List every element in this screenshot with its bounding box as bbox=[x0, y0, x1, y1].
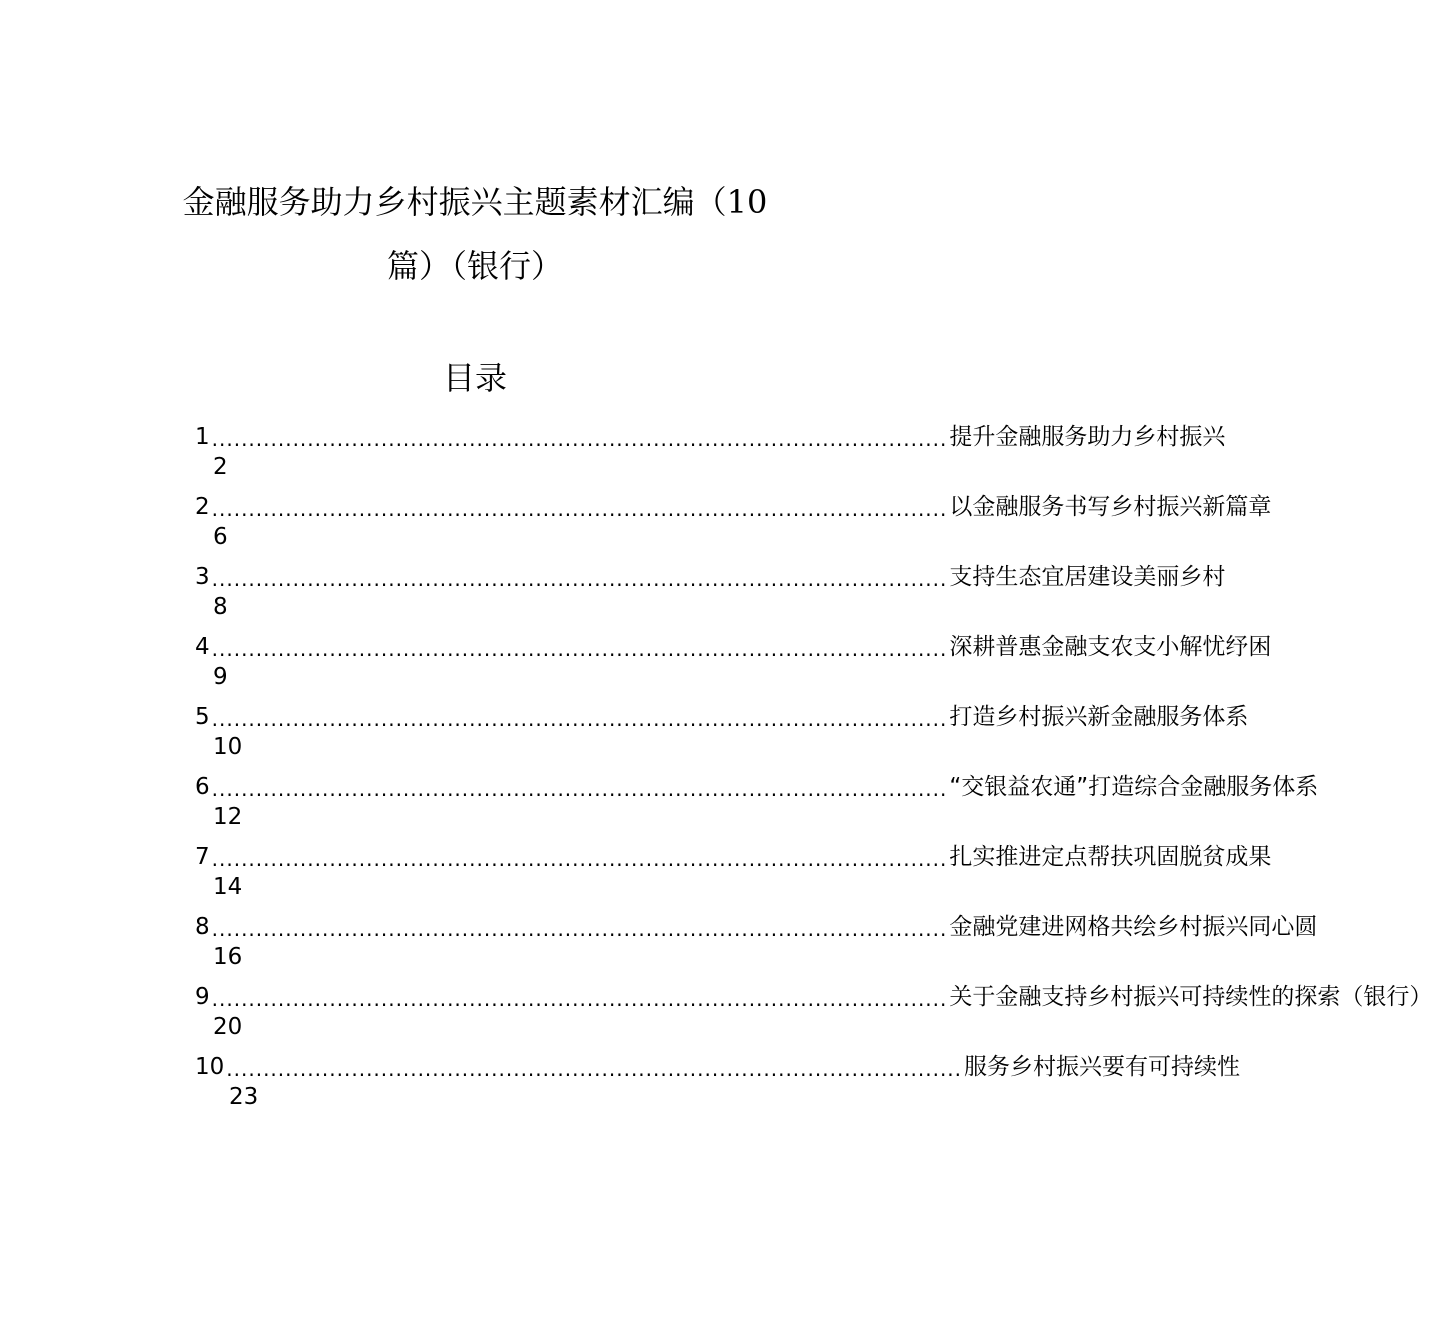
toc-entry-page: 12 bbox=[213, 804, 243, 830]
toc-entry-title: 提升金融服务助力乡村振兴 bbox=[949, 424, 1226, 450]
dot-leader: .................................................................................................... bbox=[211, 707, 948, 731]
toc-entry-number: 4 bbox=[195, 634, 210, 660]
toc-entry-title: 打造乡村振兴新金融服务体系 bbox=[949, 704, 1249, 730]
toc-entry-title: “交银益农通”打造综合金融服务体系 bbox=[949, 774, 1319, 800]
dot-leader: .................................................................................................... bbox=[211, 637, 948, 661]
toc-entry-page: 8 bbox=[213, 594, 228, 620]
toc-entry-8[interactable] bbox=[195, 912, 1318, 982]
dot-leader: .................................................................................................... bbox=[211, 987, 948, 1011]
document-title bbox=[150, 170, 800, 298]
document-title-line-2: 篇）（银行） bbox=[386, 247, 563, 285]
dot-leader: .................................................................................................... bbox=[226, 1057, 963, 1081]
toc-entry-4[interactable] bbox=[195, 632, 1272, 702]
toc-entry-title: 扎实推进定点帮扶巩固脱贫成果 bbox=[949, 844, 1272, 870]
toc-entry-3[interactable] bbox=[195, 562, 1226, 632]
toc-entry-number: 9 bbox=[195, 984, 210, 1010]
toc-entry-page: 10 bbox=[213, 734, 243, 760]
toc-entry-page: 20 bbox=[213, 1014, 243, 1040]
toc-entry-number: 6 bbox=[195, 774, 210, 800]
dot-leader: .................................................................................................... bbox=[211, 427, 948, 451]
toc-entry-5[interactable] bbox=[195, 702, 1249, 772]
toc-entry-1[interactable] bbox=[195, 422, 1226, 492]
toc-entry-page: 14 bbox=[213, 874, 243, 900]
toc-entry-title: 深耕普惠金融支农支小解忧纾困 bbox=[949, 634, 1272, 660]
toc-entry-10[interactable] bbox=[195, 1052, 1241, 1122]
toc-entry-number: 1 bbox=[195, 424, 210, 450]
toc-entry-7[interactable] bbox=[195, 842, 1272, 912]
toc-entry-title: 服务乡村振兴要有可持续性 bbox=[964, 1054, 1241, 1080]
dot-leader: .................................................................................................... bbox=[211, 567, 948, 591]
dot-leader: .................................................................................................... bbox=[211, 847, 948, 871]
toc-entry-number: 3 bbox=[195, 564, 210, 590]
toc-entry-page: 6 bbox=[213, 524, 228, 550]
document-title-line-1: 金融服务助力乡村振兴主题素材汇编（10 bbox=[182, 183, 768, 221]
toc-entry-title: 金融党建进网格共绘乡村振兴同心圆 bbox=[949, 914, 1318, 940]
toc-entry-number: 2 bbox=[195, 494, 210, 520]
dot-leader: .................................................................................................... bbox=[211, 917, 948, 941]
toc-entry-page: 2 bbox=[213, 454, 228, 480]
toc-entry-2[interactable] bbox=[195, 492, 1272, 562]
toc-entry-page: 16 bbox=[213, 944, 243, 970]
toc-heading: 目录 bbox=[442, 359, 507, 397]
toc-entry-page: 23 bbox=[229, 1084, 259, 1110]
toc-entry-6[interactable] bbox=[195, 772, 1319, 842]
toc-entry-page: 9 bbox=[213, 664, 228, 690]
table-of-contents bbox=[195, 422, 1432, 1122]
toc-entry-title: 支持生态宜居建设美丽乡村 bbox=[949, 564, 1226, 590]
toc-entry-number: 8 bbox=[195, 914, 210, 940]
toc-entry-number: 10 bbox=[195, 1054, 225, 1080]
toc-entry-number: 5 bbox=[195, 704, 210, 730]
toc-entry-title: 以金融服务书写乡村振兴新篇章 bbox=[949, 494, 1272, 520]
toc-entry-number: 7 bbox=[195, 844, 210, 870]
dot-leader: .................................................................................................... bbox=[211, 497, 948, 521]
toc-entry-title: 关于金融支持乡村振兴可持续性的探索（银行） bbox=[949, 984, 1432, 1010]
dot-leader: .................................................................................................... bbox=[211, 777, 948, 801]
toc-entry-9[interactable] bbox=[195, 982, 1432, 1052]
